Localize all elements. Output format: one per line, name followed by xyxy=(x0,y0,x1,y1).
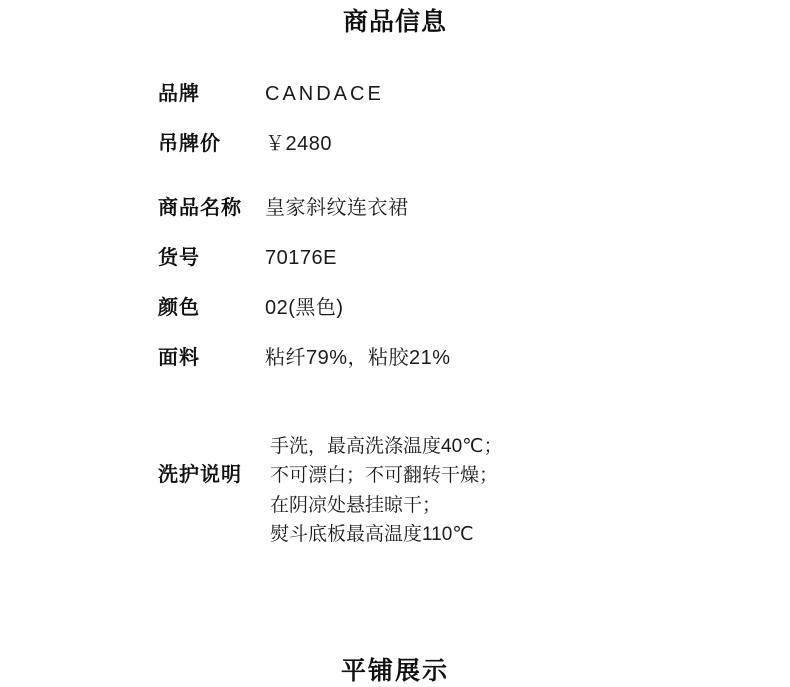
row-label-color: 颜色 xyxy=(158,297,200,319)
row-value-care xyxy=(265,432,790,550)
row-label-product-name: 商品名称 xyxy=(158,197,242,219)
table-row xyxy=(0,346,790,370)
row-label-brand: 品牌 xyxy=(158,83,200,105)
row-value-fabric: 粘纤79%，粘胶21% xyxy=(265,347,451,369)
table-row-care xyxy=(0,432,790,550)
care-line: 熨斗底板最高温度110℃ xyxy=(270,524,474,546)
row-value-color: 02(黑色) xyxy=(265,297,344,319)
care-line: 手洗，最高洗涤温度40℃； xyxy=(270,436,503,457)
care-line: 不可漂白；不可翻转干燥； xyxy=(270,465,499,487)
footer-section-title: 平铺展示 xyxy=(340,657,449,685)
page-title: 商品信息 xyxy=(342,8,447,36)
row-label-fabric: 面料 xyxy=(158,347,200,369)
table-row xyxy=(0,296,790,320)
row-value-brand: CANDACE xyxy=(265,83,384,105)
row-value-tag-price: ￥2480 xyxy=(265,133,332,155)
table-row xyxy=(0,196,790,220)
care-line: 在阴凉处悬挂晾干； xyxy=(270,494,442,516)
row-label-care: 洗护说明 xyxy=(158,464,242,486)
row-value-product-name: 皇家斜纹连衣裙 xyxy=(265,197,409,219)
row-label-sku: 货号 xyxy=(158,247,200,269)
product-info-table xyxy=(0,82,790,550)
row-value-sku: 70176E xyxy=(265,247,337,269)
table-row xyxy=(0,132,790,156)
table-row xyxy=(0,246,790,270)
row-label-tag-price: 吊牌价 xyxy=(158,133,221,155)
table-row xyxy=(0,82,790,106)
